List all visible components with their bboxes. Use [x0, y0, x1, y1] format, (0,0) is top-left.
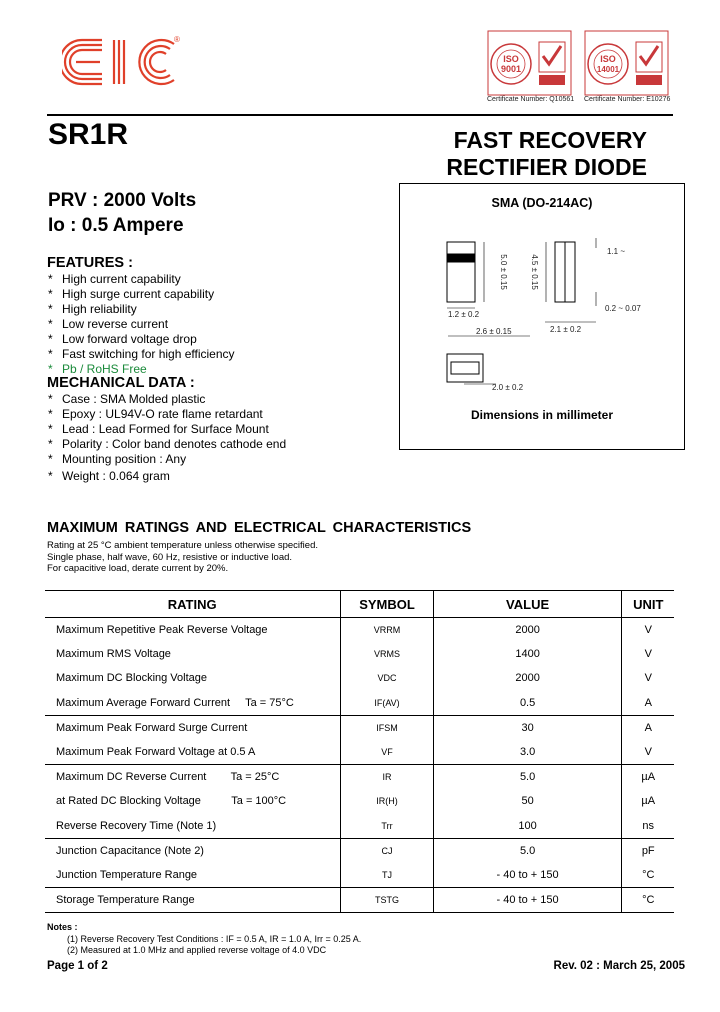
table-row: Maximum DC Blocking Voltage VDC 2000 V	[45, 666, 674, 690]
list-item: * Fast switching for high efficiency	[48, 347, 235, 361]
iso-9001-badge	[487, 30, 572, 106]
rohs-item: * Pb / RoHS Free	[48, 362, 147, 376]
list-item: * Epoxy : UL94V-O rate flame retardant	[48, 407, 263, 421]
cathode-band	[447, 254, 475, 262]
list-item: * Polarity : Color band denotes cathode end	[48, 437, 287, 451]
ratings-table	[45, 590, 674, 913]
dim-lead-thickness: 0.2 ~ 0.07	[605, 304, 641, 313]
ratings-condition-2: Single phase, half wave, 60 Hz, resistive or inductive load.	[47, 551, 293, 563]
table-row: Maximum DC Reverse Current Ta = 25°C IR 5.0 µA	[45, 765, 674, 790]
list-item: * Weight : 0.064 gram	[48, 469, 170, 483]
ratings-heading: MAXIMUM RATINGS AND ELECTRICAL CHARACTERISTICS	[47, 520, 472, 536]
ratings-condition-3: For capacitive load, derate current by 20%.	[47, 563, 229, 574]
prv-rating: PRV : 2000 Volts	[48, 190, 197, 211]
dim-lead-width: 1.2 ± 0.2	[448, 310, 480, 319]
col-symbol: SYMBOL	[341, 591, 433, 618]
features-heading: FEATURES :	[47, 255, 133, 271]
svg-text:ISO: ISO	[503, 54, 519, 64]
mechanical-list	[48, 392, 286, 484]
col-unit: UNIT	[622, 591, 674, 618]
list-item: * Low reverse current	[48, 317, 169, 331]
dim-body-length: 2.6 ± 0.15	[476, 327, 512, 336]
col-value: VALUE	[433, 591, 622, 618]
dim-side-length: 2.1 ± 0.2	[550, 325, 582, 334]
dim-thickness: 1.1 ~	[607, 247, 626, 256]
list-item: * Low forward voltage drop	[48, 332, 197, 346]
table-row: Maximum Peak Forward Voltage at 0.5 A VF 3.0 V	[45, 740, 674, 765]
iso-14001-badge	[584, 30, 669, 106]
mechanical-heading: MECHANICAL DATA :	[47, 375, 195, 391]
cert-caption-9001: Certificate Number: Q10561	[487, 96, 575, 103]
svg-text:9001: 9001	[500, 64, 522, 74]
note-2: (2) Measured at 1.0 MHz and applied reverse voltage of 4.0 VDC	[67, 945, 327, 955]
header-rule	[47, 114, 673, 116]
col-rating: RATING	[45, 591, 341, 618]
title-line-2: RECTIFIER DIODE	[446, 154, 647, 180]
io-rating: Io : 0.5 Ampere	[48, 215, 184, 236]
svg-text:ISO: ISO	[600, 54, 616, 64]
table-row: Junction Temperature Range TJ - 40 to + 150 °C	[45, 863, 674, 888]
package-drawing	[399, 183, 685, 450]
table-row: Junction Capacitance (Note 2) CJ 5.0 pF	[45, 838, 674, 863]
table-row: Maximum Peak Forward Surge Current IFSM 30 A	[45, 715, 674, 740]
dim-pad: 2.0 ± 0.2	[492, 383, 524, 392]
table-row: at Rated DC Blocking Voltage Ta = 100°C IR(H) 50 µA	[45, 789, 674, 813]
svg-text:14001: 14001	[596, 65, 620, 74]
package-top-view	[447, 242, 475, 302]
dim-body-height: 5.0 ± 0.15	[499, 254, 508, 290]
list-item: * Case : SMA Molded plastic	[48, 392, 206, 406]
table-row: Maximum RMS Voltage VRMS 1400 V	[45, 642, 674, 666]
revision: Rev. 02 : March 25, 2005	[553, 960, 685, 972]
table-header-row	[45, 591, 674, 618]
table-row: Reverse Recovery Time (Note 1) Trr 100 ns	[45, 814, 674, 839]
cert-caption-14001: Certificate Number: E10276	[584, 96, 671, 103]
package-title: SMA (DO-214AC)	[491, 196, 593, 210]
svg-text:®: ®	[174, 35, 180, 44]
list-item: * Lead : Lead Formed for Surface Mount	[48, 422, 269, 436]
ratings-condition-1: Rating at 25 °C ambient temperature unless otherwise specified.	[47, 540, 318, 551]
table-row: Maximum Average Forward Current Ta = 75°C IF(AV) 0.5 A	[45, 691, 674, 716]
list-item: * High surge current capability	[48, 287, 215, 301]
title-line-1: FAST RECOVERY	[453, 127, 647, 153]
features-list	[48, 272, 235, 377]
dim-lead-height: 4.5 ± 0.15	[530, 254, 539, 290]
note-1: (1) Reverse Recovery Test Conditions : IF = 0.5 A, IR = 1.0 A, Irr = 0.25 A.	[67, 933, 362, 944]
part-number: SR1R	[48, 118, 129, 151]
list-item: * High current capability	[48, 272, 181, 286]
table-row: Maximum Repetitive Peak Reverse Voltage VRRM 2000 V	[45, 618, 674, 643]
dimensions-note: Dimensions in millimeter	[470, 408, 614, 422]
eic-logo	[62, 32, 186, 92]
list-item: * High reliability	[48, 302, 137, 316]
list-item: * Mounting position : Any	[48, 452, 187, 466]
table-row: Storage Temperature Range TSTG - 40 to + 150 °C	[45, 888, 674, 913]
notes	[47, 922, 361, 957]
page-number: Page 1 of 2	[47, 960, 108, 972]
notes-heading: Notes :	[47, 922, 78, 932]
